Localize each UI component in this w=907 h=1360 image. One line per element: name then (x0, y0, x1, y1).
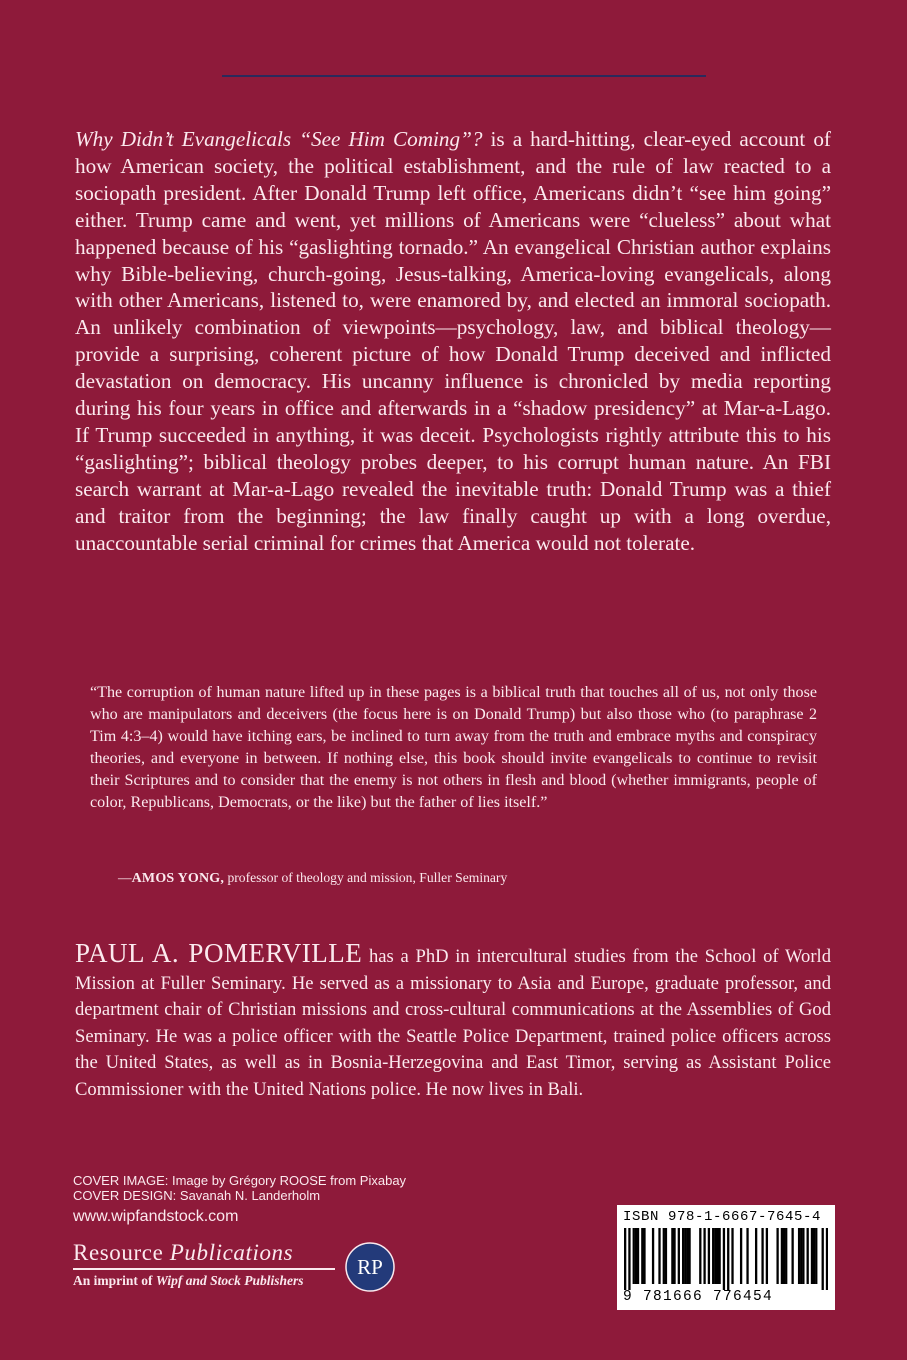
barcode-bar (714, 1228, 716, 1284)
isbn-barcode (617, 1205, 835, 1310)
barcode-bar (624, 1228, 626, 1290)
book-title: Why Didn’t Evangelicals “See Him Coming”? (75, 127, 483, 151)
barcode-bar (684, 1228, 686, 1284)
barcode-bar (811, 1228, 813, 1284)
barcode-bar (699, 1228, 701, 1284)
author-bio (75, 940, 831, 1103)
barcode-bar (761, 1228, 763, 1284)
rp-logo-text: RP (357, 1255, 383, 1279)
isbn-label: ISBN 978-1-6667-7645-4 (623, 1209, 822, 1225)
barcode-bar (671, 1228, 673, 1284)
barcode-bar (783, 1228, 785, 1284)
bio-text: has a PhD in intercultural studies from the School of World Mission at Fuller Seminary. He served as a missionary to Asia and Europe, graduate professor, and department chair of Christian missions and cross-cultural communications at the Assemblies of God Seminary. He was a police officer with the Seattle Police Department, trained police officers across the United States, as well as in Bosnia-Herzegovina and East Timor, serving as Assistant Police Commissioner with the United Nations police. He now lives in Bali. (75, 946, 831, 1100)
barcode-bar (673, 1228, 675, 1284)
endorsement-quote (90, 682, 817, 813)
attribution-dash: — (118, 870, 132, 885)
barcode-bar (731, 1228, 733, 1284)
barcode-bar (785, 1228, 787, 1284)
barcode-bar (688, 1228, 690, 1284)
barcode-bar (807, 1228, 809, 1284)
top-rule (222, 75, 706, 77)
barcode-bar (727, 1228, 729, 1290)
barcode-bar (740, 1228, 742, 1284)
barcode-bar (755, 1228, 757, 1284)
barcode-bar (781, 1228, 783, 1284)
publisher-name-italic: Publications (169, 1240, 294, 1265)
barcode-bar (723, 1228, 725, 1290)
endorsement-attribution (118, 868, 507, 889)
rp-logo-icon (345, 1242, 395, 1292)
publisher-name-regular: Resource (73, 1240, 170, 1265)
barcode-bar (641, 1228, 643, 1284)
barcode-bar (635, 1228, 637, 1284)
barcode-bar (802, 1228, 804, 1284)
barcode-bar (633, 1228, 635, 1284)
barcode-bars (624, 1228, 828, 1290)
endorser-name: AMOS YONG, (131, 871, 225, 886)
barcode-bar (826, 1228, 828, 1290)
barcode-bar (678, 1228, 680, 1284)
isbn-digits: 9 781666 776454 (623, 1289, 774, 1305)
cover-design-credit: COVER DESIGN: Savanah N. Landerholm (73, 1188, 321, 1203)
barcode-bar (652, 1228, 654, 1284)
barcode-bar (813, 1228, 815, 1284)
description-text: is a hard-hitting, clear-eyed account of how American society, the political establishment, and the rule of law reacted to a sociopath president. After Donald Trump left office, Americans didn’t “see him going” either. Trump came and went, yet millions of Americans were “clueless” about what happened because of his “gaslighting tornado.” An evangelical Christian author explains why Bible-believing, church-going, Jesus-talking, America-loving evangelicals, along with other Americans, listened to, were enamored by, and elected an immoral sociopath. An unlikely combination of viewpoints—psychology, law, and biblical theology—provide a surprising, coherent picture of how Donald Trump deceived and inflicted devastation on democracy. His uncanny influence is chronicled by media reporting during his four years in office and afterwards in a “shadow presidency” at Mar-a-Lago. If Trump succeeded in anything, it was deceit. Psychologists rightly attribute this to his “gaslighting”; biblical theology probes deeper, to his corrupt human nature. An FBI search warrant at Mar-a-Lago revealed the inevitable truth: Donald Trump was a thief and traitor from the beginning; the law finally caught up with a long overdue, unaccountable serial criminal for crimes that America would not tolerate. (75, 127, 831, 555)
barcode-bar (746, 1228, 748, 1284)
barcode-bar (637, 1228, 639, 1284)
barcode-bar (708, 1228, 710, 1284)
barcode-bar (703, 1228, 705, 1284)
cover-image-credit: COVER IMAGE: Image by Grégory ROOSE from Pixabay (73, 1173, 407, 1188)
publisher-website[interactable]: www.wipfandstock.com (73, 1208, 239, 1225)
barcode-bar (798, 1228, 800, 1284)
barcode-bar (686, 1228, 688, 1284)
cover-credits (73, 1173, 406, 1203)
barcode-bar (665, 1228, 667, 1284)
barcode-bar (716, 1228, 718, 1284)
barcode-bar (822, 1228, 824, 1290)
publisher-divider (73, 1268, 335, 1270)
barcode-bar (766, 1228, 768, 1284)
barcode-bar (776, 1228, 778, 1284)
barcode-bar (643, 1228, 645, 1284)
barcode-bar (682, 1228, 684, 1284)
barcode-bar (658, 1228, 660, 1284)
barcode-bar (628, 1228, 630, 1290)
endorsement-text: “The corruption of human nature lifted up in these pages is a biblical truth that touches all of us, not only those who are manipulators and deceivers (the focus here is on Donald Trump) but also those who (to paraphrase 2 Tim 4:3–4) would have itching ears, be inclined to turn away from the truth and embrace myths and conspiracy theories, and everyone in between. If nothing else, this book should invite evangelicals to continue to revisit their Scriptures and to consider that the enemy is not others in flesh and blood (whether immigrants, people of color, Republicans, Democrats, or the like) but the father of lies itself.” (90, 684, 817, 811)
imprint-italic: Wipf and Stock Publishers (155, 1272, 304, 1288)
imprint-regular: An imprint of (73, 1272, 156, 1288)
author-name: PAUL A. POMERVILLE (75, 938, 363, 968)
barcode-bar (800, 1228, 802, 1284)
barcode-bar (712, 1228, 714, 1284)
barcode-bar (815, 1228, 817, 1284)
barcode-bar (718, 1228, 720, 1284)
barcode-bar (663, 1228, 665, 1284)
endorser-affiliation: professor of theology and mission, Fuller Seminary (224, 870, 508, 885)
book-description (75, 126, 831, 557)
barcode-bar (791, 1228, 793, 1284)
